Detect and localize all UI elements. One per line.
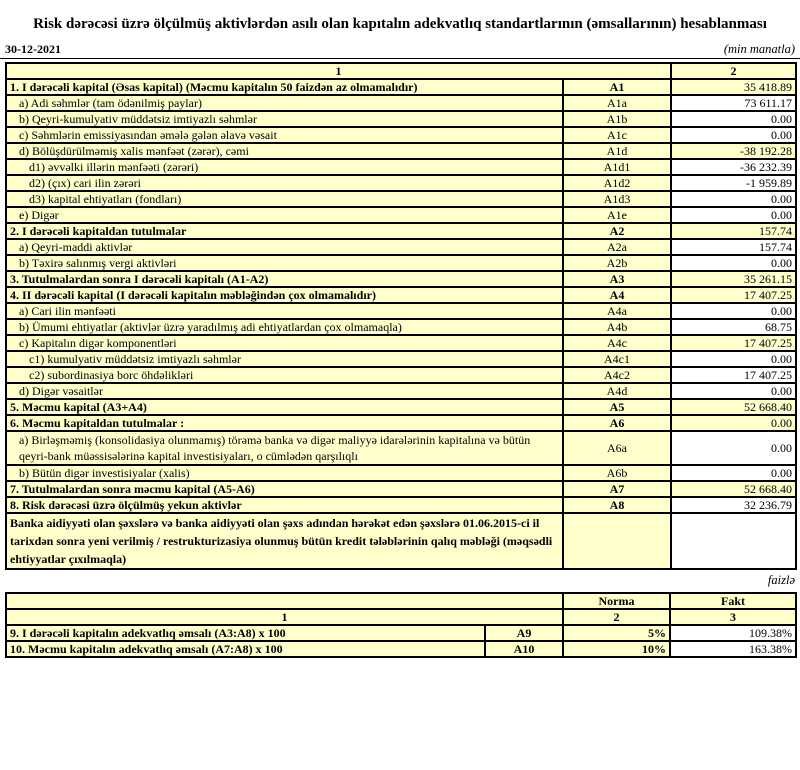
table-row bbox=[6, 465, 796, 481]
row-value: 0.00 bbox=[671, 465, 796, 481]
row-label: b) Təxirə salınmış vergi aktivləri bbox=[6, 255, 563, 271]
row-value: 0.00 bbox=[671, 207, 796, 223]
ratio-label: 10. Məcmu kapitalın adekvatlıq əmsalı (A7:A8) x 100 bbox=[6, 641, 485, 657]
row-value: 0.00 bbox=[671, 111, 796, 127]
row-code: A1e bbox=[563, 207, 671, 223]
note-row bbox=[6, 513, 796, 569]
table-row bbox=[6, 383, 796, 399]
ratio-norma-value: 5% bbox=[563, 625, 670, 641]
row-label: d) Bölüşdürülməmiş xalis mənfəət (zərər), cəmi bbox=[6, 143, 563, 159]
row-code: A4c2 bbox=[563, 367, 671, 383]
row-label: 1. I dərəcəli kapital (Əsas kapital) (Məcmu kapitalın 50 faizdən az olmamalıdır) bbox=[6, 79, 563, 95]
row-label: d) Digər vəsaitlər bbox=[6, 383, 563, 399]
table-row bbox=[6, 207, 796, 223]
table-row bbox=[6, 303, 796, 319]
row-label: 2. I dərəcəli kapitaldan tutulmalar bbox=[6, 223, 563, 239]
row-code: A1d bbox=[563, 143, 671, 159]
unit-note: (min manatla) bbox=[723, 42, 795, 56]
row-code: A4 bbox=[563, 287, 671, 303]
row-value: 157.74 bbox=[671, 223, 796, 239]
report-page bbox=[0, 13, 800, 658]
row-label: a) Adi səhmlər (tam ödənilmiş paylar) bbox=[6, 95, 563, 111]
row-code: A1d1 bbox=[563, 159, 671, 175]
ratio-code: A9 bbox=[485, 625, 563, 641]
row-label: c) Kapitalın digər komponentləri bbox=[6, 335, 563, 351]
ratio-header-fakt: Fakt bbox=[670, 593, 796, 609]
row-label: d2) (çıx) cari ilin zərəri bbox=[6, 175, 563, 191]
table-row bbox=[6, 255, 796, 271]
table-row bbox=[6, 367, 796, 383]
table-row bbox=[6, 287, 796, 303]
row-value: -38 192.28 bbox=[671, 143, 796, 159]
row-label: a) Qeyri-maddi aktivlər bbox=[6, 239, 563, 255]
ratio-header-num-3: 3 bbox=[670, 609, 796, 625]
table-row bbox=[6, 127, 796, 143]
row-code: A7 bbox=[563, 481, 671, 497]
table-row bbox=[6, 239, 796, 255]
table-row bbox=[6, 143, 796, 159]
row-value: 17 407.25 bbox=[671, 335, 796, 351]
row-value: 0.00 bbox=[671, 431, 796, 465]
ratio-header-empty bbox=[6, 593, 563, 609]
table-row bbox=[6, 497, 796, 513]
row-label: d1) əvvəlki illərin mənfəəti (zərəri) bbox=[6, 159, 563, 175]
ratio-header-num-2: 2 bbox=[563, 609, 670, 625]
row-code: A4c1 bbox=[563, 351, 671, 367]
row-code: A5 bbox=[563, 399, 671, 415]
row-label: c1) kumulyativ müddətsiz imtiyazlı səhmlər bbox=[6, 351, 563, 367]
row-value: 35 261.15 bbox=[671, 271, 796, 287]
row-value: 0.00 bbox=[671, 303, 796, 319]
capital-header-col-1: 1 bbox=[6, 63, 671, 79]
row-label: a) Cari ilin mənfəəti bbox=[6, 303, 563, 319]
row-value: 17 407.25 bbox=[671, 287, 796, 303]
row-value: 157.74 bbox=[671, 239, 796, 255]
table-row bbox=[6, 95, 796, 111]
table-row bbox=[6, 335, 796, 351]
table-row bbox=[6, 271, 796, 287]
row-value: 73 611.17 bbox=[671, 95, 796, 111]
capital-table bbox=[5, 62, 797, 570]
table-row bbox=[6, 175, 796, 191]
ratio-header-norma: Norma bbox=[563, 593, 670, 609]
row-label: 3. Tutulmalardan sonra I dərəcəli kapitalı (A1-A2) bbox=[6, 271, 563, 287]
percent-note: faizlə bbox=[767, 573, 795, 587]
row-label: b) Bütün digər investisiyalar (xalis) bbox=[6, 465, 563, 481]
row-value: 0.00 bbox=[671, 255, 796, 271]
row-code: A2b bbox=[563, 255, 671, 271]
row-label: b) Qeyri-kumulyativ müddətsiz imtiyazlı səhmlər bbox=[6, 111, 563, 127]
ratio-row bbox=[6, 641, 796, 657]
row-value: 0.00 bbox=[671, 383, 796, 399]
row-label: Banka aidiyyəti olan şəxslərə və banka aidiyyəti olan şəxs adından hərəkət edən şəxslərə 01.06.2015-ci il tarixdən sonra yeni verilmiş / restrukturizasiya olunmuş bütün kredit tələblərinin qalıq məbləği (məqsədli ehtiyyatlar çıxılmaqla) bbox=[6, 513, 563, 569]
table-row bbox=[6, 399, 796, 415]
table-row bbox=[6, 481, 796, 497]
ratio-code: A10 bbox=[485, 641, 563, 657]
row-label: a) Birləşməmiş (konsolidasiya olunmamış) törəmə banka və digər maliyyə idarələrinin kapitalına və bütün qeyri-bank müəssisələrinə kapital investisiyaları, o cümlədən qarşılıqlı bbox=[6, 431, 563, 465]
row-code: A1d3 bbox=[563, 191, 671, 207]
table-row bbox=[6, 223, 796, 239]
row-label: d3) kapital ehtiyatları (fondları) bbox=[6, 191, 563, 207]
table-row bbox=[6, 415, 796, 431]
row-code: A3 bbox=[563, 271, 671, 287]
ratio-header-num-1: 1 bbox=[6, 609, 563, 625]
row-label: 4. II dərəcəli kapital (I dərəcəli kapitalın məbləğindən çox olmamalıdır) bbox=[6, 287, 563, 303]
row-value: 52 668.40 bbox=[671, 481, 796, 497]
row-value: -36 232.39 bbox=[671, 159, 796, 175]
ratio-header-row-1 bbox=[6, 593, 796, 609]
row-code: A4d bbox=[563, 383, 671, 399]
table-row bbox=[6, 431, 796, 465]
ratio-header-row-2 bbox=[6, 609, 796, 625]
row-value: 35 418.89 bbox=[671, 79, 796, 95]
meta-row bbox=[0, 40, 800, 59]
table-row bbox=[6, 79, 796, 95]
row-code: A1 bbox=[563, 79, 671, 95]
table-row bbox=[6, 319, 796, 335]
row-code: A6 bbox=[563, 415, 671, 431]
table-row bbox=[6, 191, 796, 207]
row-value: 0.00 bbox=[671, 191, 796, 207]
row-label: e) Digər bbox=[6, 207, 563, 223]
report-date: 30-12-2021 bbox=[5, 42, 61, 56]
row-label: 5. Məcmu kapital (A3+A4) bbox=[6, 399, 563, 415]
row-value: 52 668.40 bbox=[671, 399, 796, 415]
row-label: 6. Məcmu kapitaldan tutulmalar : bbox=[6, 415, 563, 431]
page-title: Risk dərəcəsi üzrə ölçülmüş aktivlərdən asılı olan kapıtalın adekvatlıq standartlarının (əmsallarının) hesablanması bbox=[33, 16, 767, 32]
row-code: A6a bbox=[563, 431, 671, 465]
row-code bbox=[563, 513, 671, 569]
row-label: b) Ümumi ehtiyatlar (aktivlər üzrə yaradılmış adi ehtiyatlardan çox olmamaqla) bbox=[6, 319, 563, 335]
row-value bbox=[671, 513, 796, 569]
ratio-fakt-value: 109.38% bbox=[670, 625, 796, 641]
row-value: 68.75 bbox=[671, 319, 796, 335]
row-label: 8. Risk dərəcəsi üzrə ölçülmüş yekun aktivlər bbox=[6, 497, 563, 513]
row-value: 0.00 bbox=[671, 415, 796, 431]
row-code: A2a bbox=[563, 239, 671, 255]
row-code: A8 bbox=[563, 497, 671, 513]
table-row bbox=[6, 159, 796, 175]
row-code: A1a bbox=[563, 95, 671, 111]
row-value: 32 236.79 bbox=[671, 497, 796, 513]
row-code: A4c bbox=[563, 335, 671, 351]
row-value: 0.00 bbox=[671, 351, 796, 367]
row-code: A1d2 bbox=[563, 175, 671, 191]
row-value: 17 407.25 bbox=[671, 367, 796, 383]
row-label: c) Səhmlərin emissiyasından əmələ gələn əlavə vəsait bbox=[6, 127, 563, 143]
table-row bbox=[6, 111, 796, 127]
ratio-label: 9. I dərəcəli kapitalın adekvatlıq əmsalı (A3:A8) x 100 bbox=[6, 625, 485, 641]
table-row bbox=[6, 351, 796, 367]
row-code: A4b bbox=[563, 319, 671, 335]
row-label: c2) subordinasiya borc öhdəlikləri bbox=[6, 367, 563, 383]
ratio-table bbox=[5, 592, 797, 658]
row-code: A1c bbox=[563, 127, 671, 143]
row-value: 0.00 bbox=[671, 127, 796, 143]
capital-header-col-2: 2 bbox=[671, 63, 796, 79]
row-code: A1b bbox=[563, 111, 671, 127]
row-value: -1 959.89 bbox=[671, 175, 796, 191]
ratio-norma-value: 10% bbox=[563, 641, 670, 657]
ratio-row bbox=[6, 625, 796, 641]
row-code: A4a bbox=[563, 303, 671, 319]
row-label: 7. Tutulmalardan sonra məcmu kapital (A5-A6) bbox=[6, 481, 563, 497]
row-code: A2 bbox=[563, 223, 671, 239]
capital-table-header-row bbox=[6, 63, 796, 79]
ratio-fakt-value: 163.38% bbox=[670, 641, 796, 657]
row-code: A6b bbox=[563, 465, 671, 481]
